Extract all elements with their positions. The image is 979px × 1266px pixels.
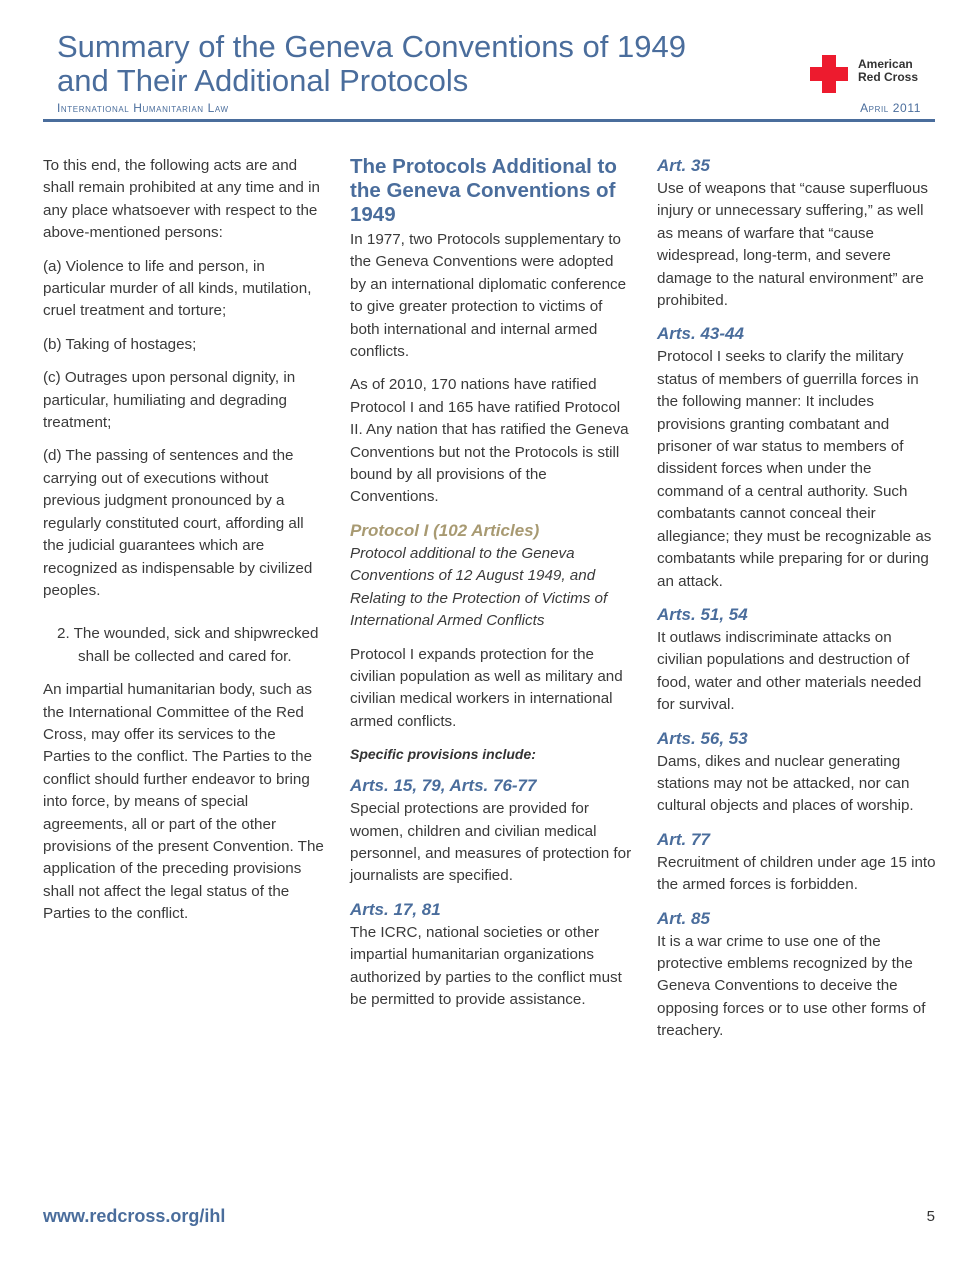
article-text: It outlaws indiscriminate attacks on civilian populations and destruction of food, water and other materials needed for survival. — [657, 628, 922, 714]
column-3 — [657, 155, 937, 1054]
numbered-item-2: 2. The wounded, sick and shipwrecked shall be collected and cared for. — [57, 625, 319, 665]
article-text: Use of weapons that “cause superfluous injury or unnecessary suffering,” as well as means of warfare that “cause widespread, long-term, and severe damage to the natural environment” are prohibited. — [657, 180, 929, 310]
red-cross-icon — [810, 55, 848, 93]
footer-url-link[interactable]: www.redcross.org/ihl — [43, 1206, 226, 1226]
article-text: Protocol I seeks to clarify the military status of members of guerrilla forces in the following manner: It includes provisions granting combatant and prisoner of war status to members of dissident forces when under the command of a central authority. Such combatants cannot conceal their allegiance; they must be recognizable as combatants while preparing for or during an attack. — [657, 348, 932, 590]
article-heading: Arts. 17, 81 — [350, 899, 441, 919]
title-line-1: Summary of the Geneva Conventions of 1949 — [57, 29, 686, 64]
article-heading: Arts. 15, 79, Arts. 76-77 — [350, 776, 537, 796]
header-divider — [43, 119, 935, 122]
list-item-b: (b) Taking of hostages; — [43, 335, 197, 353]
logo-line-1: American — [858, 57, 913, 71]
list-item-a: (a) Violence to life and person, in particular murder of all kinds, mutilation, cruel treatment and torture; — [43, 257, 312, 320]
publication-date: April 2011 — [860, 101, 921, 115]
page-title — [57, 30, 757, 98]
list-item-d: (d) The passing of sentences and the carrying out of executions without previous judgment pronounced by a regularly constituted court, affording all the judicial guarantees which are recognized as indispensable by civilized peoples. — [43, 447, 313, 599]
section-subtitle: International Humanitarian Law — [57, 101, 229, 115]
protocols-heading: The Protocols Additional to the Geneva Conventions of 1949 — [350, 155, 617, 226]
article-heading: Arts. 43-44 — [657, 324, 744, 344]
article-text: It is a war crime to use one of the protective emblems recognized by the Geneva Conventions to deceive the opposing forces or to use other forms of treachery. — [657, 932, 926, 1040]
column-1 — [43, 155, 325, 937]
protocols-paragraph-2: As of 2010, 170 nations have ratified Protocol I and 165 have ratified Protocol II. Any nation that has ratified the Geneva Conventions but not the Protocols is still bound by all provisions of the Conventions. — [350, 376, 629, 506]
protocol-1-heading: Protocol I (102 Articles) — [350, 520, 540, 540]
logo-wordmark — [858, 58, 918, 84]
article-heading: Art. 35 — [657, 156, 710, 175]
protocols-paragraph-1: In 1977, two Protocols supplementary to the Geneva Conventions were adopted by an international diplomatic conference to give greater protection to victims of both international and internal armed conflicts. — [350, 231, 627, 361]
article-text: Recruitment of children under age 15 into the armed forces is forbidden. — [657, 853, 936, 894]
title-line-2: and Their Additional Protocols — [57, 63, 469, 98]
closing-paragraph: An impartial humanitarian body, such as the International Committee of the Red Cross, may offer its services to the Parties to the conflict. The Parties to the conflict should further endeavor to bring into force, by means of special agreements, all or part of the other provisions of the present Convention. The application of the preceding provisions shall not affect the legal status of the Parties to the conflict. — [43, 681, 324, 923]
column-2 — [350, 155, 632, 1022]
article-text: Dams, dikes and nuclear generating stations may not be attacked, nor can cultural objects and places of worship. — [657, 752, 914, 815]
page-number: 5 — [926, 1208, 935, 1225]
logo-line-2: Red Cross — [858, 70, 919, 84]
article-text: Special protections are provided for women, children and civilian medical personnel, and measures of protection for journalists are specified. — [350, 800, 632, 885]
article-heading: Arts. 51, 54 — [657, 604, 748, 624]
protocol-1-subtitle: Protocol additional to the Geneva Conventions of 12 August 1949, and Relating to the Protection of Victims of International Armed Conflicts — [350, 544, 608, 630]
article-text: The ICRC, national societies or other impartial humanitarian organizations authorized by parties to the conflict must be permitted to provide assistance. — [350, 923, 622, 1008]
list-item-c: (c) Outrages upon personal dignity, in particular, humiliating and degrading treatment; — [43, 369, 296, 432]
intro-paragraph: To this end, the following acts are and shall remain prohibited at any time and in any place whatsoever with respect to the above-mentioned persons: — [43, 157, 320, 242]
provisions-label: Specific provisions include: — [350, 746, 536, 763]
article-heading: Art. 77 — [657, 829, 710, 849]
article-heading: Arts. 56, 53 — [657, 728, 748, 748]
protocol-1-paragraph: Protocol I expands protection for the civilian population as well as military and civilian medical workers in international armed conflicts. — [350, 645, 623, 730]
article-heading: Art. 85 — [657, 908, 710, 928]
red-cross-logo — [810, 55, 935, 95]
